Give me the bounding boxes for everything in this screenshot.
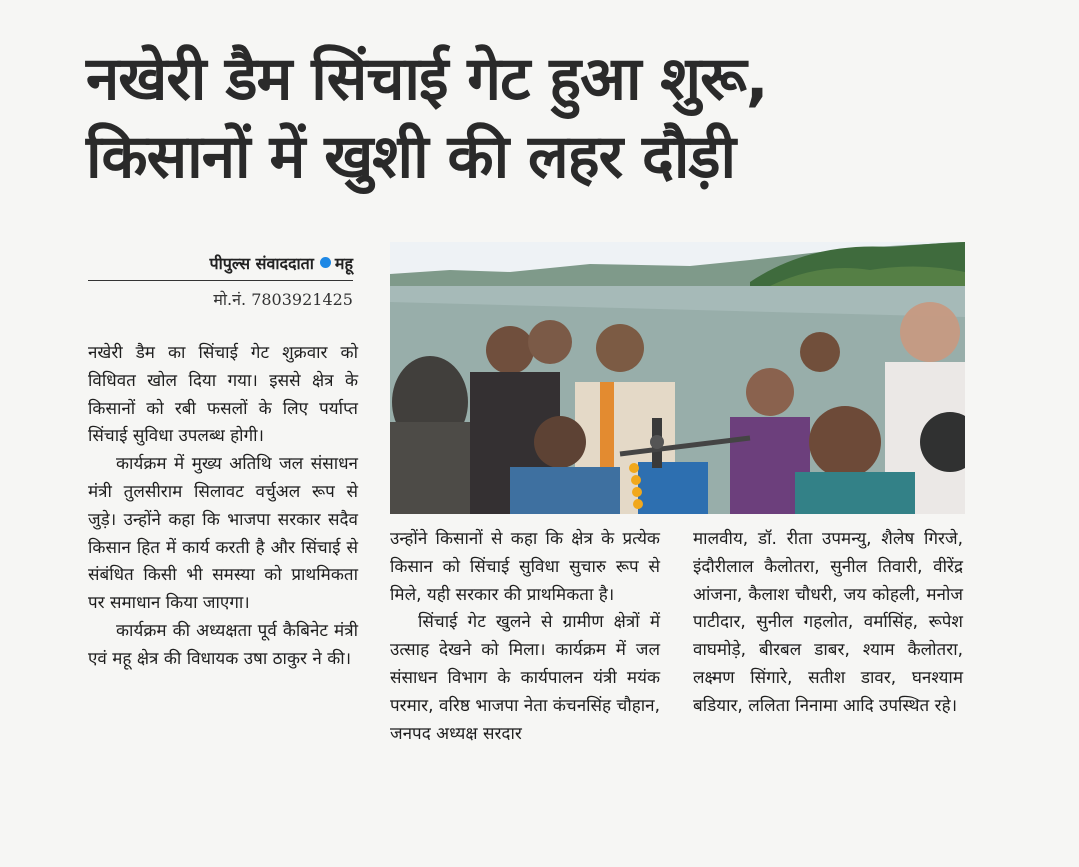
paragraph: नखेरी डैम का सिंचाई गेट शुक्रवार को विधिवत खोल दिया गया। इससे क्षेत्र के किसानों को रबी फसलों के लिए पर्याप्त सिंचाई सुविधा उपलब्ध होगी। [88, 343, 358, 447]
news-photo [390, 242, 965, 514]
paragraph: कार्यक्रम में मुख्य अतिथि जल संसाधन मंत्री तुलसीराम सिलावट वर्चुअल रूप से जुड़े। उन्होंने कहा कि भाजपा सरकार सदैव किसान हित में कार्य करती है और सिंचाई से संबंधित किसी भी समस्या को प्राथमिकता पर समाधान किया जाएगा। [88, 454, 358, 614]
paragraph: उन्होंने किसानों से कहा कि क्षेत्र के प्रत्येक किसान को सिंचाई सुविधा सुचारु रूप से मिले, यही सरकार की प्राथमिकता है। [390, 529, 660, 605]
headline-line-2: किसानों में खुशी की लहर दौड़ी [86, 122, 736, 192]
reporter-name: पीपुल्स संवाददाता [209, 254, 314, 273]
headline-line-1: नखेरी डैम सिंचाई गेट हुआ शुरू, [86, 44, 768, 114]
byline [88, 252, 353, 281]
article-column-3 [693, 526, 963, 721]
article-column-1 [88, 340, 358, 674]
paragraph: सिंचाई गेट खुलने से ग्रामीण क्षेत्रों में उत्साह देखने को मिला। कार्यक्रम में जल संसाधन विभाग के कार्यपालन यंत्री मयंक परमार, वरिष्ठ भाजपा नेता कंचनसिंह चौहान, जनपद अध्यक्ष सरदार [390, 612, 660, 744]
headline [86, 40, 986, 196]
paragraph: मालवीय, डॉ. रीता उपमन्यु, शैलेष गिरजे, इंदौरीलाल कैलोतरा, सुनील तिवारी, वीरेंद्र आंजना, कैलाश चौधरी, जय कोहली, मनोज पाटीदार, सुनील गहलोत, वर्मासिंह, रूपेश वाघमोड़े, बीरबल डाबर, श्याम कैलोतरा, लक्ष्मण सिंगारे, सतीश डावर, घनश्याम बडियार, ललिता निनामा आदि उपस्थित रहे। [693, 529, 963, 716]
bullet-dot-icon [320, 257, 331, 268]
reporter-phone: मो.नं. 7803921425 [213, 290, 353, 309]
dateline-location: महू [334, 254, 353, 273]
paragraph: कार्यक्रम की अध्यक्षता पूर्व कैबिनेट मंत्री एवं महू क्षेत्र की विधायक उषा ठाकुर ने की। [88, 620, 358, 669]
article-column-2 [390, 526, 660, 748]
photo-icon [390, 242, 965, 514]
